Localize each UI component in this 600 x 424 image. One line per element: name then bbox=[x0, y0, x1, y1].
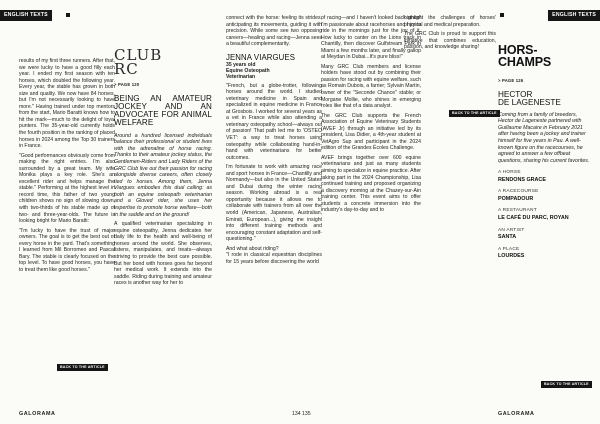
body-paragraph: results of my first three runners. After that, we were lucky to have a good filly each year. I ended my first season with ten horses, which doubled the following year. Every year, the stable has grown in both size and quality. We now have 84 horses, but I'm not necessarily looking to have more." Having trained under top mentors from the start, Mario Baratti knows how to hit the mark—much to the delight of loyal punters. The 35-year-old currently holds the fourth position in the ranking of placed horses in 2024 among the Top 30 trainers in France. bbox=[19, 58, 115, 150]
favorite-label: A RACECOURSE bbox=[498, 189, 539, 195]
page-reference: > PAGE 126 bbox=[498, 78, 524, 83]
corner-square-icon bbox=[500, 13, 504, 17]
favorite-value: LOURDES bbox=[498, 253, 525, 260]
body-paragraph: "Good performances obviously come from making the right entries. I'm also surrounded by a great team. My wife Monika plays a key role. She's an excellent rider and helps manage the stable." Performing at the highest level in record time, this father of two young children shows no sign of slowing down, with two-thirds of his stable made up of two- and three-year-olds. The future is looking bright for Mario Baratti: bbox=[19, 152, 115, 225]
page-number-right: 135 bbox=[302, 411, 311, 417]
body-paragraph: "I'm lucky to have the trust of major owners. The goal is to get the best out of every horse in the yard. That's something I learned from Mil Borromeo and Pascal Bary. The stable is clearly focused on the top level. To have good horses, you have to treat them like good horses." bbox=[19, 227, 115, 273]
page-reference: > PAGE 120 bbox=[114, 82, 140, 87]
interviewee-meta: 35 years old Equine Osteopath Veterinarian bbox=[226, 61, 270, 81]
article-column-3 bbox=[226, 15, 322, 365]
section-title: HORS- CHAMPS bbox=[498, 44, 551, 69]
body-paragraph: "French, but a globe-trotter, following horses around the world. I studied veterinary medicine in Spain and specialized in equine medicine in France at Grosbois. I worked for several years as a vet in France while also attending a veterinary osteopathy school—always out of passion! That path led me to 'OSTEO VET': a way to treat horses using osteopathy while collaborating hand-in-hand with veterinarians for better outcomes. bbox=[226, 82, 322, 161]
footer-brand-right: GALORAMA bbox=[498, 411, 535, 417]
interviewee-name: JENNA VIARGUES bbox=[226, 52, 295, 62]
favorite-value: RENDONS GRACE bbox=[498, 176, 546, 183]
article-column-1 bbox=[19, 58, 115, 370]
favorites-list bbox=[498, 170, 593, 259]
body-paragraph: A qualified veterinarian specializing in equine osteopathy, Jenna dedicates her daily life to the health and well-being of horses around the world. She observes, listens, manipulates, and treats—always striving to provide the best care possible. But her bond with horses goes far beyond her medical work. It extends into the saddle. Riding during training and amateur races is another way for her to bbox=[114, 221, 212, 287]
body-paragraph: of racing—and I haven't looked back since! I'm passionate about racehorses and I try to ride in the mornings just for the joy of it. How lucky to canter on the Lions track in Chantilly, then discover Gulfstream Park in Miami a few months later, and finally gallop at Meydan in Dubai...It's pure bliss!" bbox=[321, 15, 421, 61]
corner-square-icon bbox=[66, 13, 70, 17]
page-number-left: 134 bbox=[292, 411, 301, 417]
body-paragraph: Many GRC Club members and license holders have stood out by combining their passion for racing with equine welfare, such as Romain Dubois, a farrier; Sylvain Martin, owner of the "Seconde Chance" stable; or Morgane Mollie, who shines in emerging roles like that of a data analyst. bbox=[321, 63, 421, 110]
article-headline: BEING AN AMATEUR JOCKEY AND AN ADVOCATE FOR ANIMAL WELFARE bbox=[114, 93, 212, 127]
back-to-article-button[interactable]: BACK TO THE ARTICLE bbox=[449, 110, 500, 117]
back-to-article-button[interactable]: BACK TO THE ARTICLE bbox=[57, 364, 108, 371]
body-paragraph: The GRC Club supports the French Association of Equine Veterinary Students (AVEF Jr) through an initiative led by its president, Lisa Didier, a 4th-year student at VetAgro Sup and participant in the 2024 edition of the Grandes Écoles Challenge. bbox=[321, 112, 421, 152]
body-paragraph: And what about riding? bbox=[226, 245, 279, 252]
favorite-value: LE CAFÉ DU PARC, ROYAN bbox=[498, 215, 569, 222]
article-column-6 bbox=[498, 44, 593, 379]
body-paragraph: AVEF brings together over 600 equine veterinarians and just as many students aiming to specialize in equine practice. After taking part in the 2024 Championship, Lisa continued training and proposed organizing a discovery morning at the Chazey-sur-Ain training center. This event aims to offer students a concrete immersion into the industry's day-to-day and to bbox=[321, 154, 421, 214]
back-to-article-button[interactable]: BACK TO THE ARTICLE bbox=[541, 381, 592, 388]
interviewee-name: HECTOR DE LAGENESTE bbox=[498, 89, 561, 107]
favorite-label: A RESTAURANT bbox=[498, 208, 537, 214]
article-intro: Coming from a family of breeders, Hector de Lageneste partnered with Guillaume Macaire in February 2021 after having been a jockey and trainer himself for five years in Pau. A well-known figure on the racecourses, he agreed to answer a few offbeat questions, sharing his current favorites. bbox=[498, 111, 590, 164]
favorite-value: POMPADOUR bbox=[498, 195, 534, 202]
body-paragraph: "I rode in classical equestrian disciplines for 15 years before discovering the world bbox=[226, 252, 322, 265]
favorite-label: AN ARTIST bbox=[498, 227, 525, 233]
article-column-5 bbox=[404, 15, 496, 365]
favorite-label: A PLACE bbox=[498, 246, 520, 252]
section-tab-right: ENGLISH TEXTS bbox=[548, 10, 600, 21]
footer-brand-left: GALORAMA bbox=[19, 411, 56, 417]
section-title: CLUB RC bbox=[114, 46, 163, 78]
body-paragraph: The GRC Club is proud to support this initiative that combines education, passion, and knowledge sharing! bbox=[404, 31, 496, 51]
body-paragraph: I'm fortunate to work with amazing race and sport horses in France—Chantilly and Normandy—but also in the United States and Dubai during the winter racing season. Working abroad is a real opportunity because it allows me to collaborate with trainers from all over the world (American, Japanese, Australian, Emirati, European...), giving me insight into different training methods and encouraging constant adaptation and self-questioning." bbox=[226, 164, 322, 243]
body-paragraph: highlight the challenges of horses' physical and medical preparation. bbox=[404, 15, 496, 28]
favorite-label: A HORSE bbox=[498, 170, 521, 176]
article-column-2 bbox=[114, 42, 212, 376]
favorite-value: SANTA bbox=[498, 234, 517, 241]
section-tab-left: ENGLISH TEXTS bbox=[0, 10, 52, 21]
body-paragraph: connect with the horse: feeling its strides, anticipating its movements, guiding it with precision. While some see two opposing careers—healing and racing—Jenna sees a beautiful complementarity. bbox=[226, 15, 322, 48]
article-intro: Around a hundred licensed individuals balance their professional or student lives with the adrenaline of horse racing. Thanks to their amateur jockey status, the Gentlemen-Riders and Lady Riders of the GRC Club live out their passion for racing alongside diverse careers, often closely tied to horses. Among them, Jenna Viargues embodies this dual calling: as both an equine osteopath veterinarian and a Gloved rider, she uses her expertise to promote horse welfare—both in the saddle and on the ground! bbox=[114, 132, 212, 218]
